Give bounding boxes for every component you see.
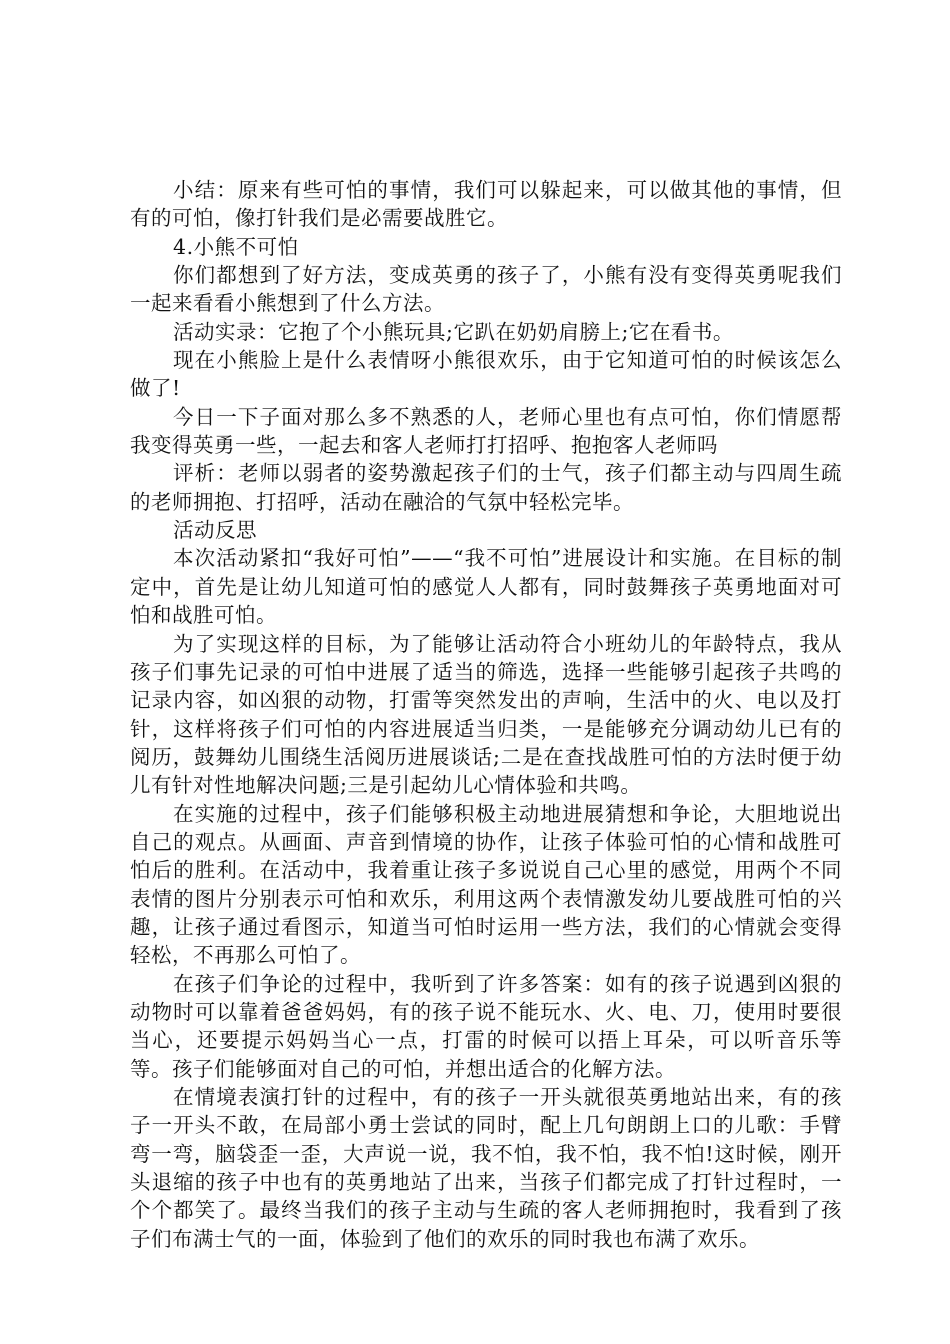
paragraph: 在情境表演打针的过程中，有的孩子一开头就很英勇地站出来，有的孩子一开头不敢，在局部小勇士尝试的同时，配上几句朗朗上口的儿歌：手臂弯一弯，脑袋歪一歪，大声说一说，我不怕，我不怕，我不怕!这时候，刚开头退缩的孩子中也有的英勇地站了出来，当孩子们都完成了打针过程时，一个个都笑了。最终当我们的孩子主动与生疏的客人老师拥抱时，我看到了孩子们布满士气的一面，体验到了他们的欢乐的同时我也布满了欢乐。 (130, 1085, 842, 1251)
paragraph: 现在小熊脸上是什么表情呀小熊很欢乐，由于它知道可怕的时候该怎么做了! (130, 348, 842, 401)
section-heading-reflection: 活动反思 (173, 518, 258, 543)
paragraph: 今日一下子面对那么多不熟悉的人，老师心里也有点可怕，你们情愿帮我变得英勇一些，一起去和客人老师打打招呼、抱抱客人老师吗 (130, 404, 842, 458)
paragraph: 为了实现这样的目标，为了能够让活动符合小班幼儿的年龄特点，我从孩子们事先记录的可怕中进展了适当的筛选，选择一些能够引起孩子共鸣的记录内容，如凶狠的动物，打雷等突然发出的声响，生活中的火、电以及打针，这样将孩子们可怕的内容进展适当归类，一是能够充分调动幼儿已有的阅历，鼓舞幼儿围绕生活阅历进展谈话;二是在查找战胜可怕的方法时便于幼儿有针对性地解决问题;三是引起幼儿心情体验和共鸣。 (130, 631, 842, 798)
paragraph-summary: 小结：原来有些可怕的事情，我们可以躲起来，可以做其他的事情，但有的可怕，像打针我们是必需要战胜它。 (130, 178, 842, 231)
paragraph-activity-record: 活动实录：它抱了个小熊玩具;它趴在奶奶肩膀上;它在看书。 (173, 319, 734, 344)
section-heading-bear: 4.小熊不可怕 (173, 234, 299, 259)
paragraph-analysis: 评析：老师以弱者的姿势激起孩子们的士气，孩子们都主动与四周生疏的老师拥抱、打招呼，活动在融洽的气氛中轻松完毕。 (130, 461, 842, 514)
paragraph: 本次活动紧扣“我好可怕”——“我不可怕”进展设计和实施。在目标的制定中，首先是让幼儿知道可怕的感觉人人都有，同时鼓舞孩子英勇地面对可怕和战胜可怕。 (130, 546, 842, 628)
document-body (130, 176, 842, 1253)
paragraph: 在孩子们争论的过程中，我听到了许多答案：如有的孩子说遇到凶狠的动物时可以靠着爸爸妈妈，有的孩子说不能玩水、火、电、刀，使用时要很当心，还要提示妈妈当心一点，打雷的时候可以捂上耳朵，可以听音乐等等。孩子们能够面对自己的可怕，并想出适合的化解方法。 (130, 971, 842, 1081)
paragraph: 你们都想到了好方法，变成英勇的孩子了，小熊有没有变得英勇呢我们一起来看看小熊想到了什么方法。 (130, 263, 842, 316)
paragraph: 在实施的过程中，孩子们能够积极主动地进展猜想和争论，大胆地说出自己的观点。从画面、声音到情境的协作，让孩子体验可怕的心情和战胜可怕后的胜利。在活动中，我着重让孩子多说说自己心里的感觉，用两个不同表情的图片分别表示可怕和欢乐，利用这两个表情激发幼儿要战胜可怕的兴趣，让孩子通过看图示，知道当可怕时运用一些方法，我们的心情就会变得轻松，不再那么可怕了。 (130, 801, 842, 968)
